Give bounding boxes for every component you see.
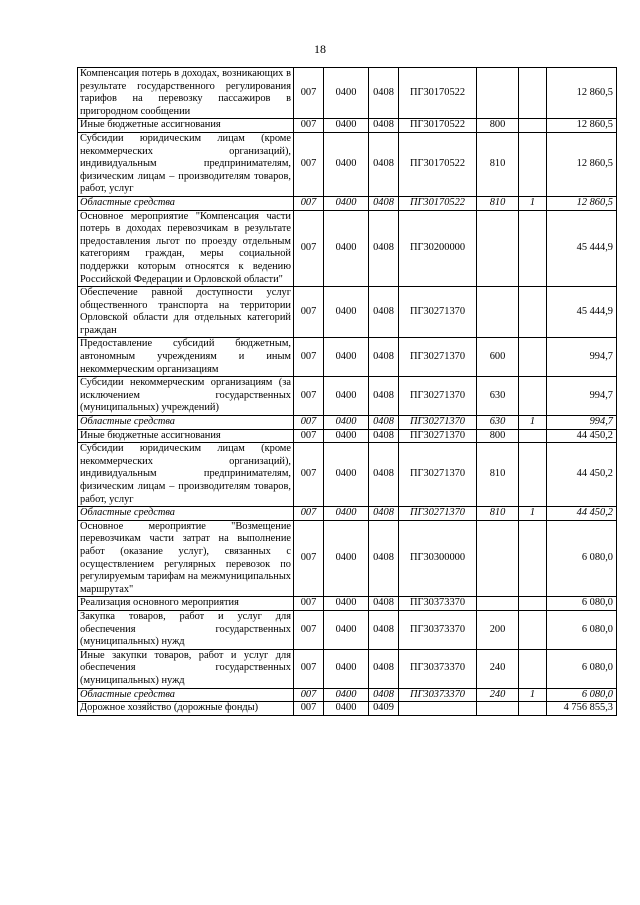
cell-section: 0400 <box>324 443 369 507</box>
table-row <box>78 597 617 611</box>
cell-subsection: 0408 <box>369 649 399 688</box>
table-row <box>78 377 617 416</box>
cell-target: ПГ30271370 <box>399 377 477 416</box>
cell-target: ПГ30373370 <box>399 649 477 688</box>
cell-subsection: 0408 <box>369 507 399 521</box>
cell-name: Обеспечение равной доступности услуг общественного транспорта на территории Орловской области для отдельных категорий граждан <box>78 287 294 338</box>
cell-expense-type: 630 <box>477 416 519 430</box>
cell-amount: 45 444,9 <box>547 287 617 338</box>
cell-amount: 994,7 <box>547 416 617 430</box>
cell-section: 0400 <box>324 597 369 611</box>
cell-name: Областные средства <box>78 688 294 702</box>
cell-source <box>519 610 547 649</box>
cell-target: ПГ30170522 <box>399 132 477 196</box>
table-row <box>78 119 617 133</box>
cell-name: Областные средства <box>78 416 294 430</box>
cell-target: ПГ30373370 <box>399 610 477 649</box>
cell-name: Субсидии некоммерческим организациям (за исключением государственных (муниципальных) учреждений) <box>78 377 294 416</box>
cell-section: 0400 <box>324 287 369 338</box>
cell-section: 0400 <box>324 377 369 416</box>
cell-expense-type: 200 <box>477 610 519 649</box>
cell-source: 1 <box>519 416 547 430</box>
cell-source <box>519 649 547 688</box>
cell-section: 0400 <box>324 649 369 688</box>
cell-amount: 44 450,2 <box>547 429 617 443</box>
cell-amount: 6 080,0 <box>547 610 617 649</box>
cell-section: 0400 <box>324 68 369 119</box>
table-row <box>78 196 617 210</box>
cell-amount: 994,7 <box>547 377 617 416</box>
cell-expense-type <box>477 210 519 287</box>
table-row <box>78 443 617 507</box>
cell-expense-type: 630 <box>477 377 519 416</box>
cell-grbs: 007 <box>294 210 324 287</box>
cell-section: 0400 <box>324 702 369 716</box>
budget-table <box>77 67 617 716</box>
cell-source: 1 <box>519 688 547 702</box>
cell-source <box>519 520 547 597</box>
cell-expense-type <box>477 702 519 716</box>
cell-subsection: 0408 <box>369 377 399 416</box>
cell-section: 0400 <box>324 132 369 196</box>
cell-source <box>519 443 547 507</box>
cell-subsection: 0408 <box>369 610 399 649</box>
cell-grbs: 007 <box>294 597 324 611</box>
cell-expense-type <box>477 597 519 611</box>
table-row <box>78 688 617 702</box>
cell-subsection: 0408 <box>369 416 399 430</box>
cell-name: Субсидии юридическим лицам (кроме некоммерческих организаций), индивидуальным предпринимателям, физическим лицам – производителям товаров, работ, услуг <box>78 132 294 196</box>
cell-target <box>399 702 477 716</box>
cell-target: ПГ30271370 <box>399 507 477 521</box>
cell-amount: 44 450,2 <box>547 507 617 521</box>
cell-expense-type: 810 <box>477 132 519 196</box>
cell-grbs: 007 <box>294 196 324 210</box>
cell-name: Основное мероприятие "Возмещение перевозчикам части затрат на выполнение работ (оказание услуг), связанных с осуществлением регулярных перевозок по регулируемым тарифам на межмуниципальных маршрутах" <box>78 520 294 597</box>
cell-grbs: 007 <box>294 68 324 119</box>
cell-expense-type: 810 <box>477 507 519 521</box>
cell-subsection: 0408 <box>369 68 399 119</box>
cell-section: 0400 <box>324 507 369 521</box>
cell-name: Иные бюджетные ассигнования <box>78 429 294 443</box>
cell-amount: 12 860,5 <box>547 196 617 210</box>
table-row <box>78 649 617 688</box>
cell-subsection: 0408 <box>369 597 399 611</box>
cell-source <box>519 132 547 196</box>
cell-target: ПГ30271370 <box>399 416 477 430</box>
cell-source <box>519 119 547 133</box>
cell-amount: 45 444,9 <box>547 210 617 287</box>
table-row <box>78 610 617 649</box>
cell-name: Субсидии юридическим лицам (кроме некоммерческих организаций), индивидуальным предпринимателям, физическим лицам – производителям товаров, работ, услуг <box>78 443 294 507</box>
cell-target: ПГ30271370 <box>399 443 477 507</box>
cell-expense-type: 810 <box>477 196 519 210</box>
cell-subsection: 0408 <box>369 443 399 507</box>
cell-subsection: 0408 <box>369 520 399 597</box>
cell-target: ПГ30300000 <box>399 520 477 597</box>
cell-expense-type: 240 <box>477 649 519 688</box>
cell-target: ПГ30271370 <box>399 338 477 377</box>
cell-target: ПГ30170522 <box>399 196 477 210</box>
cell-subsection: 0409 <box>369 702 399 716</box>
cell-grbs: 007 <box>294 610 324 649</box>
cell-expense-type: 800 <box>477 119 519 133</box>
cell-amount: 6 080,0 <box>547 649 617 688</box>
cell-section: 0400 <box>324 416 369 430</box>
cell-amount: 44 450,2 <box>547 443 617 507</box>
cell-source <box>519 68 547 119</box>
cell-source <box>519 287 547 338</box>
cell-subsection: 0408 <box>369 688 399 702</box>
cell-grbs: 007 <box>294 688 324 702</box>
cell-grbs: 007 <box>294 119 324 133</box>
cell-expense-type: 600 <box>477 338 519 377</box>
cell-target: ПГ30271370 <box>399 287 477 338</box>
table-row <box>78 429 617 443</box>
table-row <box>78 507 617 521</box>
cell-source <box>519 597 547 611</box>
cell-expense-type <box>477 68 519 119</box>
cell-amount: 6 080,0 <box>547 597 617 611</box>
table-row <box>78 68 617 119</box>
cell-name: Основное мероприятие "Компенсация части потерь в доходах перевозчикам в результате предоставления льгот по проезду отдельным категориям граждан, меры социальной поддержки которым относятся к ведению Российской Федерации и Орловской области" <box>78 210 294 287</box>
cell-section: 0400 <box>324 119 369 133</box>
cell-grbs: 007 <box>294 416 324 430</box>
cell-name: Иные бюджетные ассигнования <box>78 119 294 133</box>
cell-target: ПГ30170522 <box>399 68 477 119</box>
cell-name: Дорожное хозяйство (дорожные фонды) <box>78 702 294 716</box>
table-row <box>78 702 617 716</box>
cell-amount: 6 080,0 <box>547 520 617 597</box>
cell-name: Областные средства <box>78 507 294 521</box>
page-number: 18 <box>314 42 326 56</box>
cell-target: ПГ30271370 <box>399 429 477 443</box>
cell-target: ПГ30200000 <box>399 210 477 287</box>
cell-source <box>519 377 547 416</box>
cell-grbs: 007 <box>294 429 324 443</box>
cell-grbs: 007 <box>294 338 324 377</box>
cell-expense-type: 810 <box>477 443 519 507</box>
cell-section: 0400 <box>324 210 369 287</box>
cell-section: 0400 <box>324 520 369 597</box>
cell-grbs: 007 <box>294 443 324 507</box>
table-row <box>78 287 617 338</box>
cell-source: 1 <box>519 196 547 210</box>
table-row <box>78 338 617 377</box>
cell-amount: 6 080,0 <box>547 688 617 702</box>
cell-section: 0400 <box>324 338 369 377</box>
cell-name: Областные средства <box>78 196 294 210</box>
cell-amount: 994,7 <box>547 338 617 377</box>
cell-grbs: 007 <box>294 132 324 196</box>
cell-subsection: 0408 <box>369 132 399 196</box>
cell-grbs: 007 <box>294 520 324 597</box>
cell-section: 0400 <box>324 429 369 443</box>
table-row <box>78 210 617 287</box>
cell-source <box>519 429 547 443</box>
cell-source <box>519 702 547 716</box>
table-row <box>78 520 617 597</box>
cell-grbs: 007 <box>294 377 324 416</box>
cell-subsection: 0408 <box>369 119 399 133</box>
cell-source <box>519 338 547 377</box>
cell-section: 0400 <box>324 196 369 210</box>
cell-amount: 12 860,5 <box>547 68 617 119</box>
cell-subsection: 0408 <box>369 210 399 287</box>
cell-subsection: 0408 <box>369 287 399 338</box>
cell-name: Реализация основного мероприятия <box>78 597 294 611</box>
cell-source <box>519 210 547 287</box>
cell-amount: 4 756 855,3 <box>547 702 617 716</box>
cell-expense-type: 240 <box>477 688 519 702</box>
cell-subsection: 0408 <box>369 196 399 210</box>
cell-name: Компенсация потерь в доходах, возникающих в результате государственного регулирования тарифов на перевозку пассажиров в пригородном сообщении <box>78 68 294 119</box>
cell-grbs: 007 <box>294 287 324 338</box>
cell-section: 0400 <box>324 610 369 649</box>
cell-subsection: 0408 <box>369 429 399 443</box>
cell-source: 1 <box>519 507 547 521</box>
cell-expense-type <box>477 287 519 338</box>
cell-grbs: 007 <box>294 507 324 521</box>
cell-target: ПГ30373370 <box>399 688 477 702</box>
cell-expense-type <box>477 520 519 597</box>
table-row <box>78 132 617 196</box>
cell-name: Предоставление субсидий бюджетным, автономным учреждениям и иным некоммерческим организациям <box>78 338 294 377</box>
table-body <box>78 68 617 716</box>
cell-subsection: 0408 <box>369 338 399 377</box>
table-row <box>78 416 617 430</box>
cell-target: ПГ30170522 <box>399 119 477 133</box>
cell-name: Иные закупки товаров, работ и услуг для обеспечения государственных (муниципальных) нужд <box>78 649 294 688</box>
cell-section: 0400 <box>324 688 369 702</box>
cell-grbs: 007 <box>294 649 324 688</box>
cell-amount: 12 860,5 <box>547 119 617 133</box>
cell-grbs: 007 <box>294 702 324 716</box>
cell-name: Закупка товаров, работ и услуг для обеспечения государственных (муниципальных) нужд <box>78 610 294 649</box>
cell-expense-type: 800 <box>477 429 519 443</box>
cell-target: ПГ30373370 <box>399 597 477 611</box>
cell-amount: 12 860,5 <box>547 132 617 196</box>
